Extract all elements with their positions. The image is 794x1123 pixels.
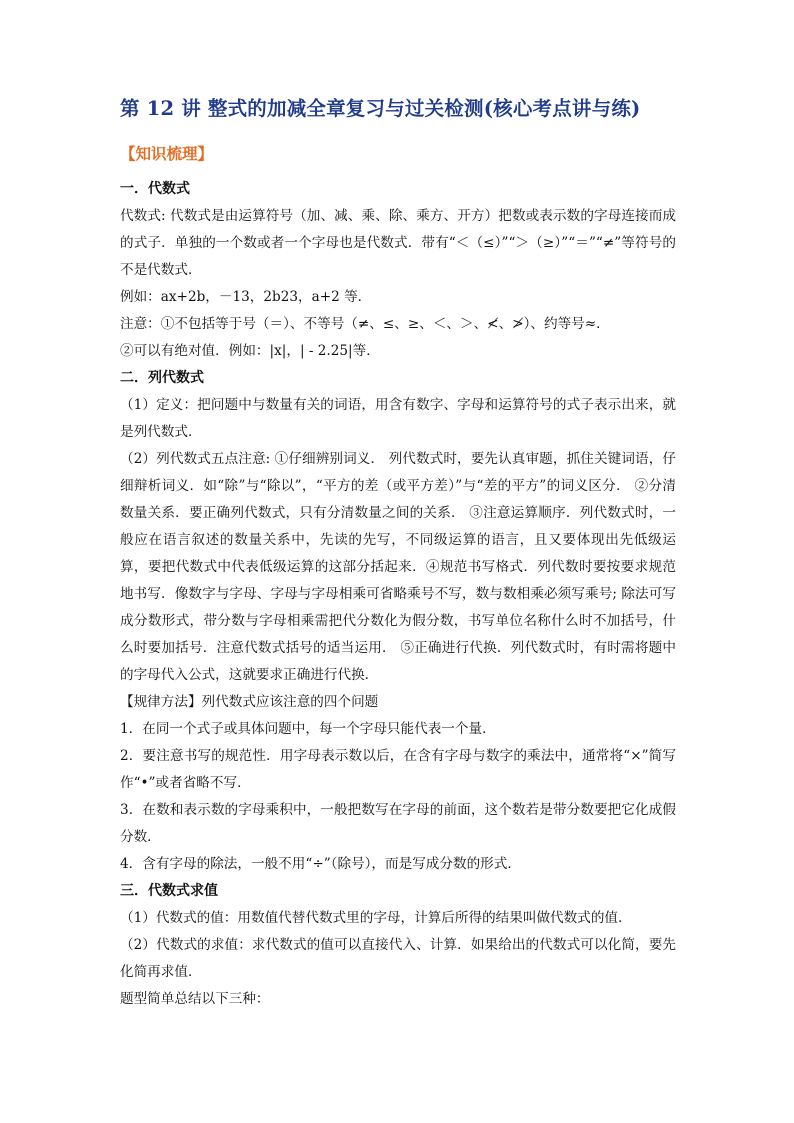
rule-item-4: 4．含有字母的除法，一般不用“÷”（除号），而是写成分数的形式．: [120, 856, 521, 872]
rule-item-1: 1．在同一个式子或具体问题中，每一个字母只能代表一个量．: [120, 721, 496, 737]
section-heading-3: 三．代数式求值: [120, 883, 218, 899]
paragraph-note-2: ②可以有绝对值．例如：|x|，| - 2.25|等．: [120, 343, 380, 359]
rule-heading: 【规律方法】列代数式应该注意的四个问题: [120, 694, 379, 710]
paragraph-summary: 题型简单总结以下三种：: [120, 991, 270, 1007]
paragraph-evaluation: （2）代数式的求值：求代数式的值可以直接代入、计算．如果给出的代数式可以化简，要先化简再求值．: [120, 937, 676, 980]
paragraph-definition: 代数式: 代数式是由运算符号（加、减、乘、除、乘方、开方）把数或表示数的字母连接而成的式子．单独的一个数或者一个字母也是代数式．带有“＜（≤）”“＞（≥）”“＝”“≠”等符号的不是代数式．: [120, 208, 676, 278]
rule-item-2: 2．要注意书写的规范性．用字母表示数以后，在含有字母与数字的乘法中，通常将“×”简写作“•”或者省略不写．: [120, 748, 676, 791]
paragraph-definition-2: （1）定义：把问题中与数量有关的词语，用含有数字、字母和运算符号的式子表示出来，就是列代数式．: [120, 397, 676, 440]
section-heading-2: 二．列代数式: [120, 370, 204, 386]
rule-item-3: 3．在数和表示数的字母乘积中，一般把数写在字母的前面，这个数若是带分数要把它化成假分数．: [120, 802, 676, 845]
page-title: 第 12 讲 整式的加减全章复习与过关检测(核心考点讲与练): [120, 97, 641, 120]
paragraph-example: 例如：ax+2b，－13，2b23，a+2 等．: [120, 289, 372, 305]
section-tag: 【知识梳理】: [120, 144, 214, 163]
paragraph-note-1: 注意：①不包括等于号（＝）、不等号（≠、≤、≥、＜、＞、≮、≯）、约等号≈．: [120, 316, 610, 332]
document-page: [120, 96, 676, 1013]
paragraph-value: （1）代数式的值：用数值代替代数式里的字母，计算后所得的结果叫做代数式的值．: [120, 910, 632, 926]
paragraph-five-points: （2）列代数式五点注意: ①仔细辨别词义． 列代数式时，要先认真审题，抓住关键词语，仔细辩析词义．如“除”与“除以”，“平方的差（或平方差）”与“差的平方”的词义区分． ②分清数量关系．要正确列代数式，只有分清数量之间的关系． ③注意运算顺序．列代数式时，一般应在语言叙述的数量关系中，先读的先写，不同级运算的语言，且又要体现出先低级运算，要把代数式中代表低级运算的这部分括起来．④规范书写格式．列代数时要按要求规范地书写．像数字与字母、字母与字母相乘可省略乘号不写，数与数相乘必须写乘号; 除法可写成分数形式，带分数与字母相乘需把代分数化为假分数，书写单位名称什么时不加括号，什么时要加括号．注意代数式括号的适当运用． ⑤正确进行代换．列代数式时，有时需将题中的字母代入公式，这就要求正确进行代换．: [120, 451, 676, 683]
section-heading-1: 一．代数式: [120, 181, 190, 197]
